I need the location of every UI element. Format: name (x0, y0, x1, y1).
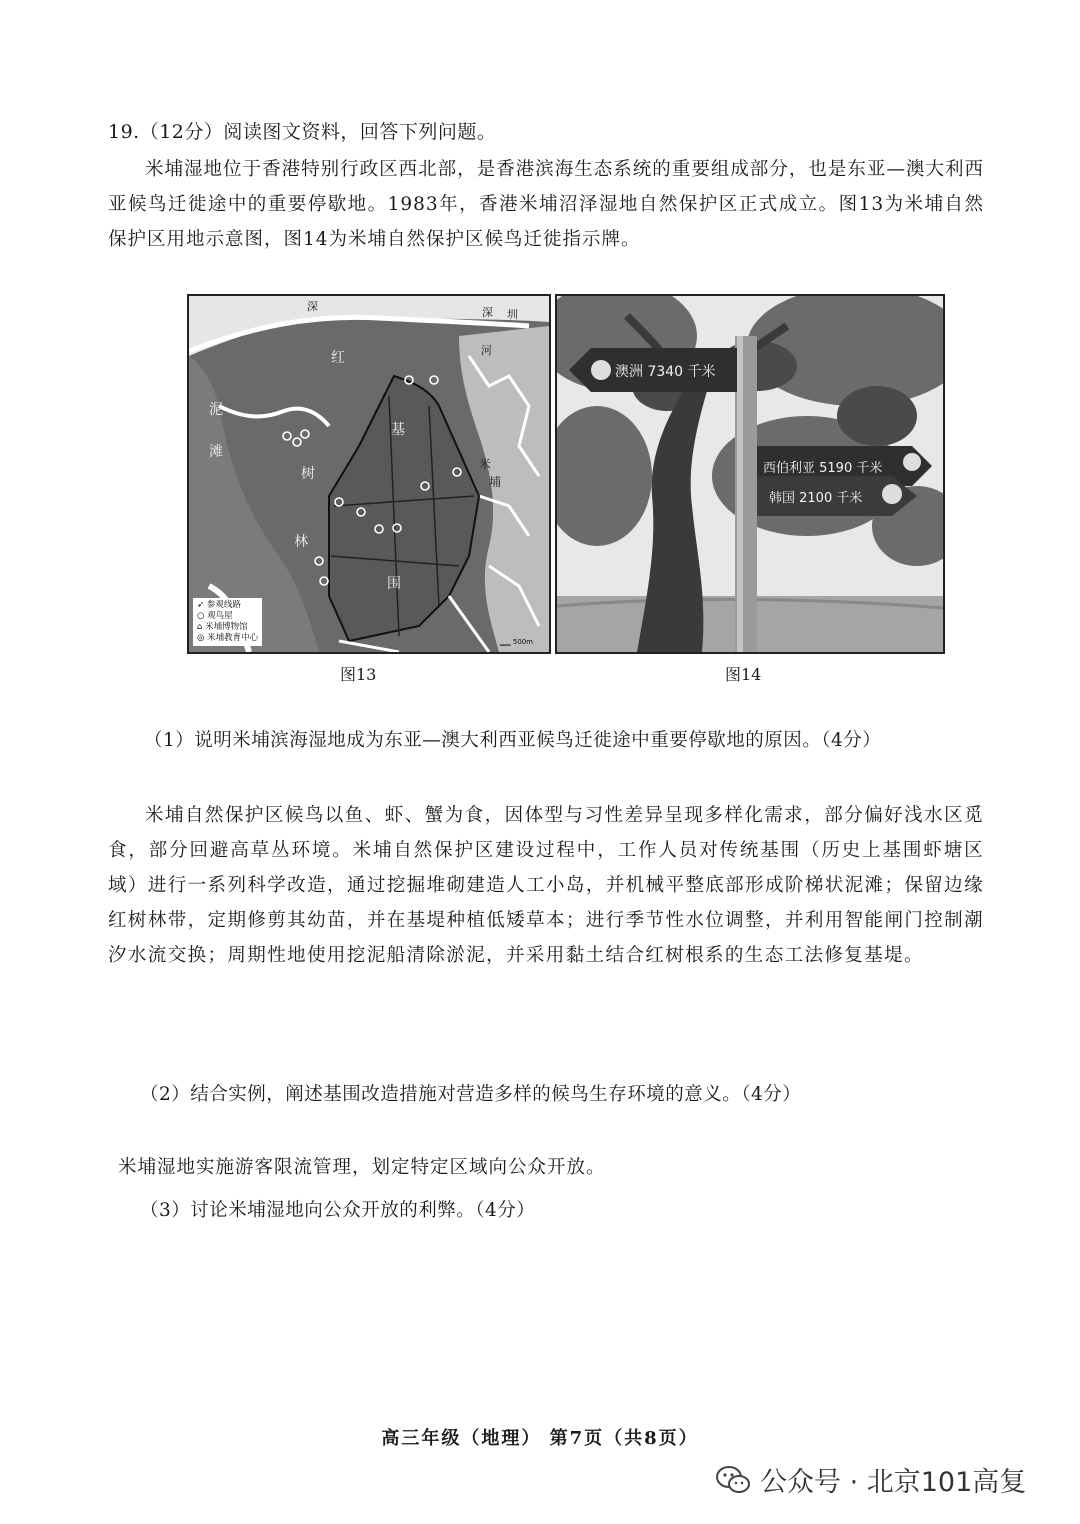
label-ji: 基 (391, 422, 405, 438)
sub-question-2: （2）结合实例，阐述基围改造措施对营造多样的候鸟生存环境的意义。（4分） (140, 1084, 802, 1105)
label-ni: 泥 (209, 402, 223, 418)
figure-13-map (187, 294, 551, 654)
legend-education-center: ◎ 米埔教育中心 (197, 633, 259, 643)
label-mi: 米 (479, 457, 492, 471)
sub-question-3: （3）讨论米埔湿地向公众开放的利弊。（4分） (140, 1200, 536, 1221)
label-hong: 红 (331, 350, 345, 366)
legend-bird-hide: ○ 观鸟屋 (197, 611, 233, 621)
legend-museum: ⌂ 米埔博物馆 (197, 622, 248, 632)
label-zhen: 圳 (507, 308, 518, 321)
question-title: 19.（12分）阅读图文资料，回答下列问题。 (108, 121, 497, 143)
sign-siberia: 西伯利亚 5190 千米 (763, 461, 883, 476)
intro-paragraph: 米埔湿地位于香港特别行政区西北部，是香港滨海生态系统的重要组成部分，也是东亚—澳大利西亚候鸟迁徙途中的重要停歇地。1983年，香港米埔沼泽湿地自然保护区正式成立。图13为米埔自然保护区用地示意图，图14为米埔自然保护区候鸟迁徙指示牌。 (108, 159, 984, 250)
label-shen-left: 深 (307, 300, 318, 313)
figure-13-caption: 图13 (340, 665, 377, 684)
sub-question-1: （1）说明米埔滨海湿地成为东亚—澳大利西亚候鸟迁徙途中重要停歇地的原因。（4分） (144, 730, 882, 751)
sign-australia: 澳洲 7340 千米 (615, 364, 716, 380)
figure-14-photo (555, 294, 945, 654)
wechat-watermark (716, 1460, 1026, 1499)
page-footer: 高三年级（地理） 第7页（共8页） (381, 1428, 699, 1449)
label-shen-right: 深 (482, 306, 493, 319)
map-scale: ▁▁ 500m (499, 638, 533, 646)
sign-korea: 韩国 2100 千米 (769, 491, 863, 506)
watermark-text: 公众号 · 北京101高复 (760, 1467, 1027, 1498)
wechat-icon (716, 1465, 750, 1495)
material-3-paragraph: 米埔湿地实施游客限流管理，划定特定区域向公众开放。 (118, 1157, 606, 1178)
signpost-photo (557, 296, 943, 652)
label-he: 河 (481, 344, 492, 357)
legend-route: ➶ 参观线路 (197, 600, 241, 610)
map-legend (193, 598, 262, 646)
label-pu: 埔 (489, 475, 502, 489)
label-tan: 滩 (209, 444, 223, 460)
label-shu: 树 (301, 466, 315, 482)
material-2-paragraph: 米埔自然保护区候鸟以鱼、虾、蟹为食，因体型与习性差异呈现多样化需求，部分偏好浅水区觅食，部分回避高草丛环境。米埔自然保护区建设过程中，工作人员对传统基围（历史上基围虾塘区域）进行一系列科学改造，通过挖掘堆砌建造人工小岛，并机械平整底部形成阶梯状泥滩；保留边缘红树林带，定期修剪其幼苗，并在基堤种植低矮草本；进行季节性水位调整，并利用智能闸门控制潮汐水流交换；周期性地使用挖泥船清除淤泥，并采用黏土结合红树根系的生态工法修复基堤。 (108, 805, 984, 966)
figure-14-caption: 图14 (725, 665, 762, 684)
label-lin: 林 (294, 534, 308, 550)
label-wei: 围 (387, 576, 401, 592)
